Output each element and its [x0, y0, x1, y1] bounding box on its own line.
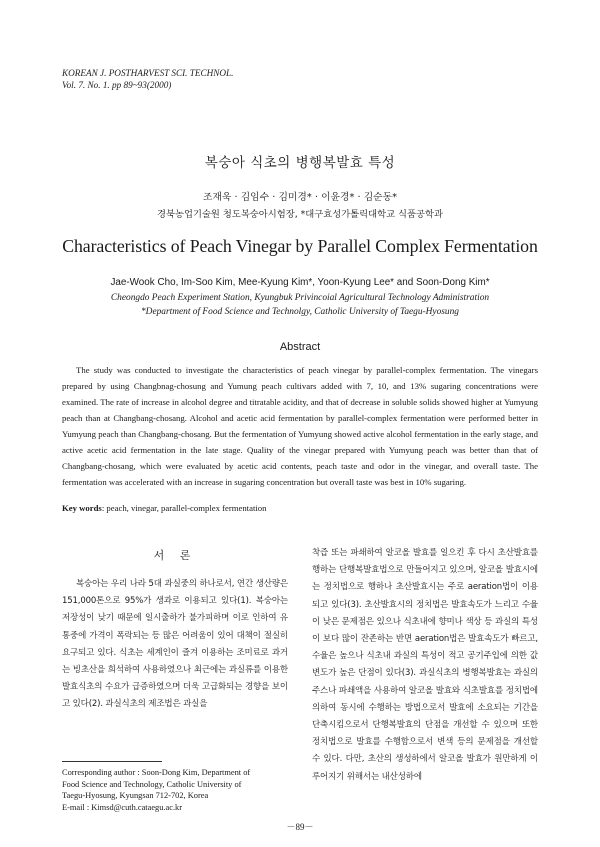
introduction-right-column: 착즙 또는 파쇄하여 알코올 발효를 일으킨 후 다시 초산발효를 행하는 단행복발효법으로 만들어지고 있으며, 알코올 발효시에는 정치법으로 행하나 초산발효시는 주로 aeration법이 이용되고 있다(3). 초산발효시의 정치법은 발효속도가 느리고 수율이 낮은 문제점은 있으나 식초내에 향미나 색상 등 과실의 특성이 보다 많이 잔존하는 반면 aeration법은 발효속도가 빠르고, 수율은 높으나 식초내 과실의 특성이 적고 공기주입에 의한 값변도가 높은 단점이 있다(3). 과실식초의 병행복발효는 과실의 주스나 파쇄액을 사용하여 알코올 발효와 식초발효를 정치법에 의하여 동시에 수행하는 방법으로서 발효에 소요되는 기간을 단축시킴으로서 단행복발효의 단점을 개선할 수 있으며 또한 정치법으로 발효를 수행함으로서 변색 등의 문제점을 개선할 수 있다. 다만, 초산의 생성하에서 알코올 발효가 원만하게 이루어지기 위해서는 내산성하에	[312, 548, 538, 782]
introduction-heading: 서 론	[153, 549, 197, 562]
korean-affiliation: 경북농업기술원 청도복숭아시험장, *대구효성가톨릭대학교 식품공학과	[157, 209, 443, 220]
keywords	[62, 503, 538, 513]
english-title: Characteristics of Peach Vinegar by Parallel Complex Fermentation	[62, 236, 538, 256]
english-affiliation-2: *Department of Food Science and Technolgy, Catholic University of Taegu-Hyosung	[140, 307, 459, 317]
journal-volume: Vol. 7. No. 1. pp 89~93(2000)	[62, 80, 172, 90]
footnote-line: Corresponding author : Soon-Dong Kim, Department of	[62, 768, 251, 777]
keywords-text: : peach, vinegar, parallel-complex fermentation	[101, 503, 267, 513]
footnote-line: Taegu-Hyosung, Kyungsan 712-702, Korea	[62, 791, 209, 801]
korean-title: 복숭아 식초의 병행복발효 특성	[204, 155, 396, 171]
page-number: －89－	[286, 822, 314, 832]
english-authors: Jae-Wook Cho, Im-Soo Kim, Mee-Kyung Kim*, Yoon-Kyung Lee* and Soon-Dong Kim*	[110, 277, 490, 288]
introduction-left-column: 복숭아는 우리 나라 5대 과실중의 하나로서, 연간 생산량은 151,000톤으로 95%가 생과로 이용되고 있다(1). 복숭아는 저장성이 낮기 때문에 일시출하가 불가피하며 이로 인하여 유통중에 가격이 폭락되는 등 많은 어려움이 있어 대책이 절실히 요구되고 있다. 식초는 세계인이 즐겨 이용하는 조미료로 과거는 빙초산을 희석하여 사용하였으나 최근에는 과실류를 이용한 발효식초의 수요가 급증하였으며 더욱 고급화되는 경향을 보이고 있다(2). 과실식초의 제조법은 과실을	[62, 579, 288, 710]
keywords-label: Key words	[62, 503, 102, 513]
korean-authors: 조재욱 · 김임수 · 김미경* · 이윤경* · 김순동*	[202, 192, 398, 203]
footnote-email: E-mail : Kimsd@cuth.cataegu.ac.kr	[62, 802, 183, 812]
english-affiliation-1: Cheongdo Peach Experiment Station, Kyungbuk Privincoial Agricultural Technology Administration	[110, 293, 490, 303]
footnote-divider	[62, 761, 162, 762]
journal-header	[62, 67, 233, 91]
journal-name: KOREAN J. POSTHARVEST SCI. TECHNOL.	[62, 68, 234, 78]
corresponding-author-footnote	[62, 767, 288, 813]
abstract-heading: Abstract	[279, 341, 321, 353]
footnote-line: Food Science and Technology, Catholic University of	[62, 779, 242, 789]
abstract-text: The study was conducted to investigate the characteristics of peach vinegar by parallel-complex fermentation. The vinegars prepared by using Changbnag-chosung and Yumung peach cultivars added with 7, 10, and 13% sugaring concentrations were examined. The rate of increase in alcohol degree and titratable acidity, and that of decrease in soluble solids showed higher at Yumyung peach than at Changbang-chosang. Alcohol and acetic acid fermentation by parallel-complex fermentation were performed better in Yumyung peach than Changbang-chosang. But the fermentation of Yumyung showed active alcohol fermentation in the early stage, and active acetic acid fermentation in the late stage. Quality of the vinegar prepared with Yumyung peach was better than that of Changbang-chosang, which were evaluated by acetic acid contents, peach taste and odor in the vinegar, and overall taste. The fermentation was accelerated with an increase in sugaring concentration but overall taste was best in 10% sugaring.	[62, 365, 538, 487]
